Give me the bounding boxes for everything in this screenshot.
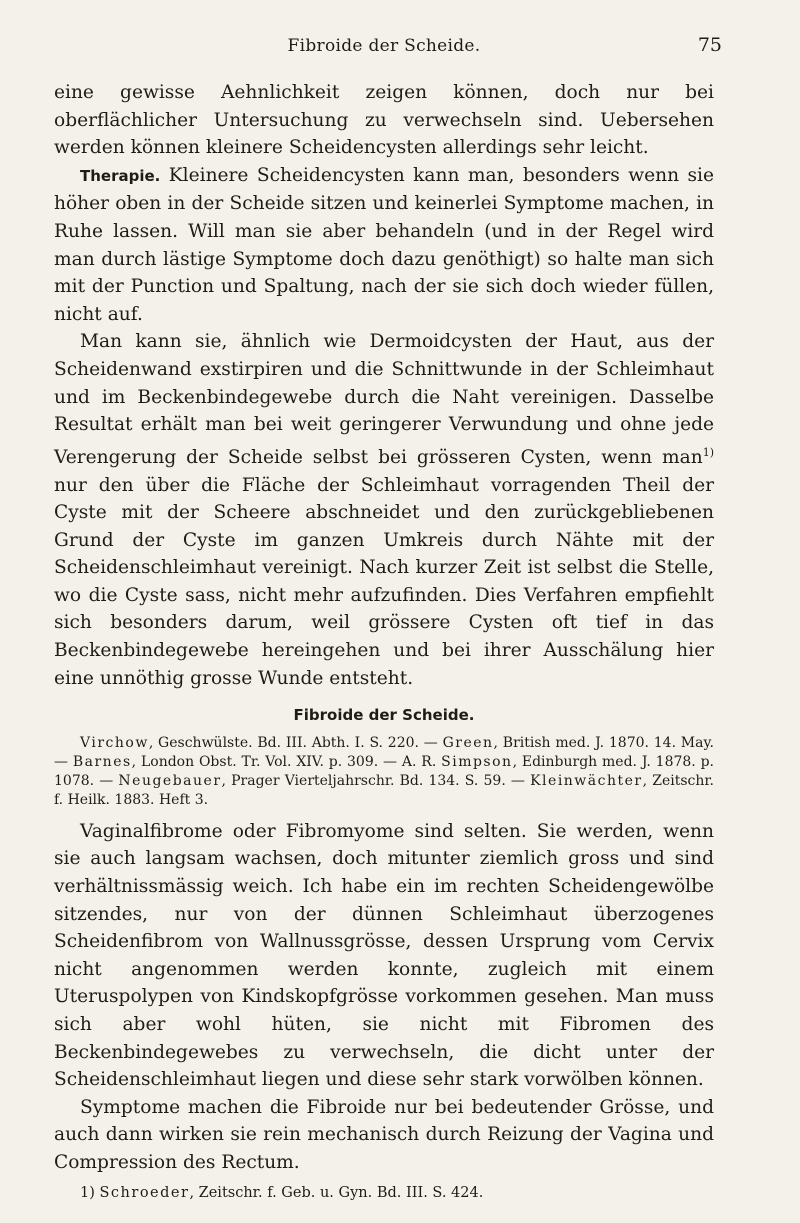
runin-heading-therapie: Therapie. [80, 166, 161, 185]
ref-author-kleinwaechter: Kleinwächter [530, 772, 643, 789]
therapie-text: Kleinere Scheidencysten kann man, besonders wenn sie höher oben in der Scheide sitzen und keinerlei Symptome machen, in Ruhe lassen. Will man sie aber behandeln (und in der Regel wird man durch lästige Symptome doch dazu genöthigt) so halte man sich mit der Punction und Spaltung, nach der sie sich doch wieder füllen, nicht auf. [54, 164, 714, 325]
literature-references [54, 734, 714, 810]
section-title: Fibroide der Scheide. [293, 706, 475, 725]
ref-text: , Zeitschr. f. Heilk. 1883. Heft 3. [54, 772, 714, 808]
excision-text-before: Man kann sie, ähnlich wie Dermoidcysten der Haut, aus der Scheidenwand exstirpiren und die Schnittwunde in der Schleimhaut und im Beckenbindegewebe durch die Naht vereinigen. Dasselbe Resultat erhält man bei weit geringerer Verwundung und ohne jede Verengerung der Scheide selbst bei grösseren Cysten, wenn man [54, 331, 714, 468]
page-number: 75 [697, 34, 722, 56]
footnote-reference: 1) [702, 445, 714, 459]
footnote-author: Schroeder [99, 1184, 190, 1201]
ref-author-green: Green [442, 734, 494, 751]
paragraph-fibroma: Vaginalfibrome oder Fibromyome sind selten. Sie werden, wenn sie auch langsam wachsen, doch mitunter ziemlich gross und sind verhältnissmässig weich. Ich habe ein im rechten Scheidengewölbe sitzendes, nur von der dünnen Schleimhaut überzogenes Scheidenfibrom von Wallnussgrösse, dessen Ursprung vom Cervix nicht angenommen werden konnte, zugleich mit einem Uteruspolypen von Kindskopfgrösse vorkommen gesehen. Man muss sich aber wohl hüten, sie nicht mit Fibromen des Beckenbindegewebes zu verwechseln, die dicht unter der Scheidenschleimhaut liegen und diese sehr stark vorwölben können. [54, 820, 714, 1091]
paragraph-excision [54, 328, 714, 692]
ref-author-virchow: Virchow [80, 734, 149, 751]
paragraph-therapie [54, 162, 714, 329]
ref-author-barnes: Barnes [72, 753, 132, 770]
running-title: Fibroide der Scheide. [287, 36, 481, 56]
ref-text: , British med. J. 1870. 14. May.— [54, 734, 714, 770]
footnote-marker: 1) [80, 1184, 95, 1201]
ref-text: , Geschwülste. Bd. III. Abth. I. S. 220. — [148, 734, 443, 751]
running-header [54, 0, 722, 58]
paragraph-symptoms: Symptome machen die Fibroide nur bei bedeutender Grösse, und auch dann wirken sie rein mechanisch durch Reizung der Vagina und Compression des Rectum. [54, 1096, 714, 1173]
ref-text: , Edinburgh med. J. 1878. p. 1078. — [54, 753, 714, 789]
footnote-text: , Zeitschr. f. Geb. u. Gyn. Bd. III. S. 424. [189, 1184, 484, 1201]
body-text [54, 79, 714, 1203]
ref-author-neugebauer: Neugebauer [118, 772, 222, 789]
ref-text: , London Obst. Tr. Vol. XIV. p. 309. — A. R. [131, 753, 442, 770]
ref-author-simpson: Simpson [441, 753, 513, 770]
paragraph-differential: eine gewisse Aehnlichkeit zeigen können, doch nur bei oberflächlicher Untersuchung zu verwechseln sind. Uebersehen werden können kleinere Scheidencysten allerdings sehr leicht. [54, 82, 714, 159]
excision-text-after: nur den über die Fläche der Schleimhaut vorragenden Theil der Cyste mit der Scheere abschneidet und den zurückgebliebenen Grund der Cyste im ganzen Umkreis durch Nähte mit der Scheidenschleimhaut vereinigt. Nach kurzer Zeit ist selbst die Stelle, wo die Cyste sass, nicht mehr aufzufinden. Dies Verfahren empfiehlt sich besonders darum, weil grössere Cysten oft tief in das Beckenbindegewebe hereingehen und bei ihrer Ausschälung hier eine unnöthig grosse Wunde entsteht. [54, 474, 714, 689]
ref-text: , Prager Vierteljahrschr. Bd. 134. S. 59. — [221, 772, 531, 789]
book-page [54, 0, 722, 1201]
footnote [80, 1183, 714, 1203]
